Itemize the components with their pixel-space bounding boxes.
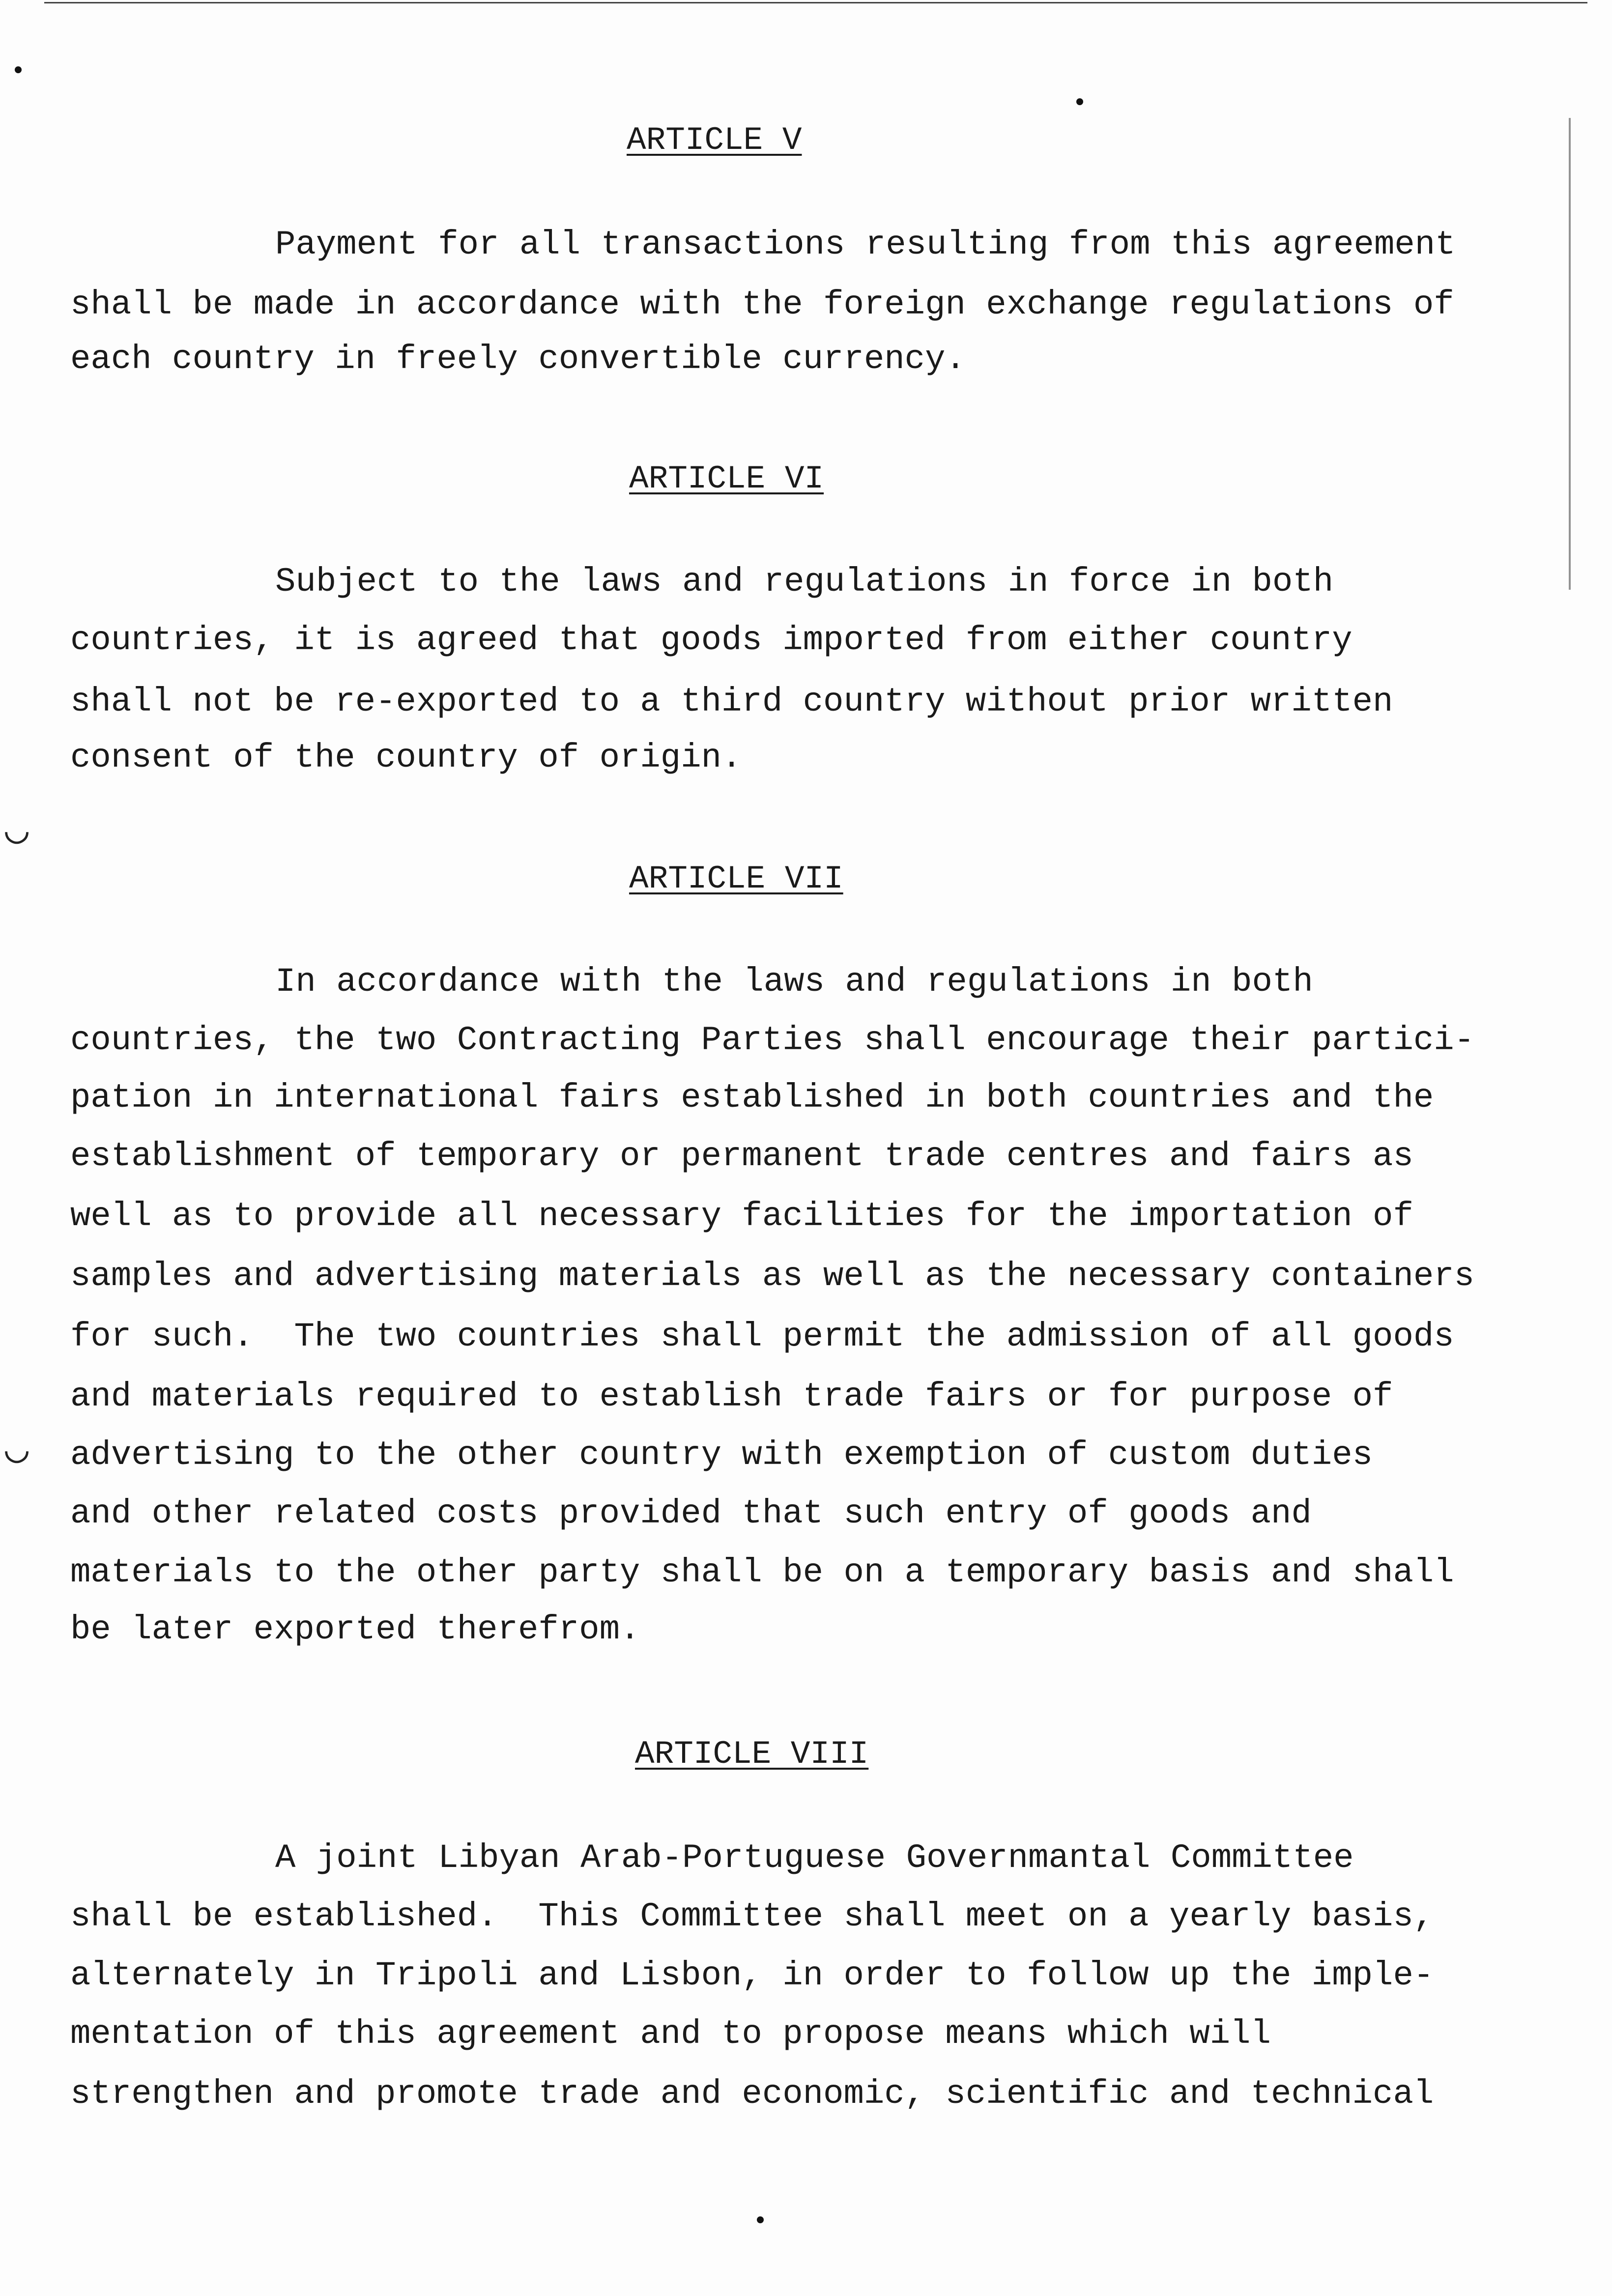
article-heading: ARTICLE VII [629, 861, 843, 897]
paragraph-line: Subject to the laws and regulations in force in both [275, 563, 1334, 601]
paragraph-line: materials to the other party shall be on a temporary basis and shall [70, 1553, 1454, 1592]
paragraph-line: and materials required to establish trade fairs or for purpose of [70, 1378, 1393, 1416]
paragraph-line: samples and advertising materials as well as the necessary containers [70, 1257, 1475, 1295]
article-heading: ARTICLE VIII [635, 1736, 869, 1773]
article-heading: ARTICLE V [627, 122, 802, 159]
paragraph-line: mentation of this agreement and to propose means which will [70, 2015, 1271, 2053]
paragraph-line: Payment for all transactions resulting from this agreement [275, 226, 1456, 264]
speck [15, 66, 22, 73]
paragraph-line: shall not be re-exported to a third country without prior written [70, 683, 1393, 721]
paragraph-line: establishment of temporary or permanent trade centres and fairs as [70, 1137, 1413, 1176]
paragraph-line: shall be established. This Committee shall meet on a yearly basis, [70, 1897, 1434, 1936]
paragraph-line: alternately in Tripoli and Lisbon, in order to follow up the imple- [70, 1956, 1434, 1995]
paragraph-line: for such. The two countries shall permit the admission of all goods [70, 1318, 1454, 1356]
article-heading: ARTICLE VI [629, 460, 824, 497]
paragraph-line: In accordance with the laws and regulations in both [275, 963, 1313, 1001]
binding-hole-mark: ◡ [5, 1429, 29, 1474]
paragraph-line: advertising to the other country with exemption of custom duties [70, 1436, 1373, 1474]
paragraph-line: strengthen and promote trade and economic, scientific and technical [70, 2075, 1434, 2113]
paragraph-line: pation in international fairs established in both countries and the [70, 1079, 1434, 1117]
paragraph-line: and other related costs provided that such entry of goods and [70, 1494, 1312, 1533]
top-border-line [44, 2, 1587, 3]
right-margin-line [1569, 118, 1571, 904]
binding-hole-mark: ◡ [5, 810, 29, 855]
speck [757, 2216, 764, 2223]
paragraph-line: A joint Libyan Arab-Portuguese Governmantal Committee [275, 1839, 1354, 1877]
paragraph-line: countries, it is agreed that goods imported from either country [70, 621, 1353, 660]
paragraph-line: each country in freely convertible currency. [70, 340, 966, 378]
paragraph-line: be later exported therefrom. [70, 1610, 640, 1649]
paragraph-line: countries, the two Contracting Parties shall encourage their partici- [70, 1021, 1475, 1060]
paragraph-line: shall be made in accordance with the foreign exchange regulations of [70, 286, 1454, 324]
paragraph-line: well as to provide all necessary facilities for the importation of [70, 1197, 1413, 1235]
speck [1076, 98, 1083, 105]
paragraph-line: consent of the country of origin. [70, 739, 742, 777]
